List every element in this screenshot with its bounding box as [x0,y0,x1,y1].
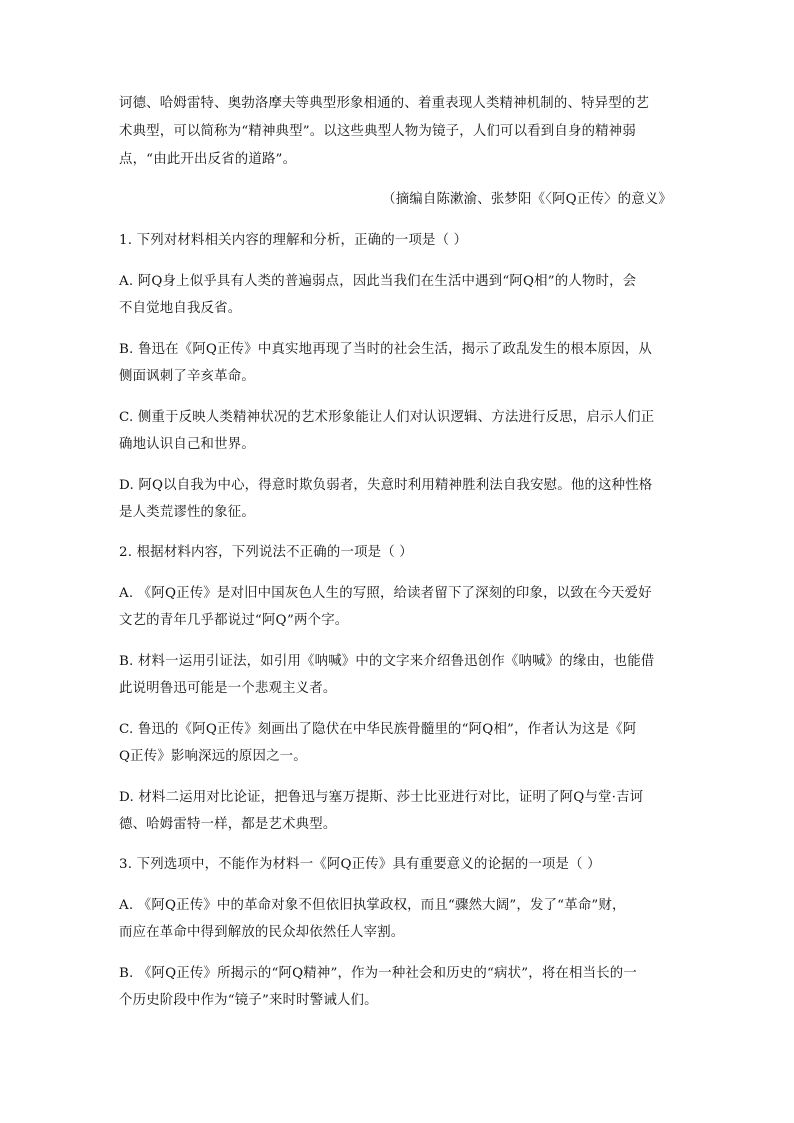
question-2-stem: 2. 根据材料内容，下列说法不正确的一项是（ ） [119,545,413,560]
intro-line-3: 点，“由此开出反省的道路”。 [119,152,297,167]
q1-option-b-line-1: B. 鲁迅在《阿Q正传》中真实地再现了当时的社会生活，揭示了政乱发生的根本原因，从 [119,342,652,357]
q2-option-b-line-1: B. 材料一运用引证法，如引用《呐喊》中的文字来介绍鲁迅创作《呐喊》的缘由，也能借 [119,654,655,669]
question-1-stem: 1. 下列对材料相关内容的理解和分析，正确的一项是（ ） [119,233,468,248]
question-3-stem: 3. 下列选项中，不能作为材料一《阿Q正传》具有重要意义的论据的一项是（ ） [119,857,601,872]
q3-option-b-line-2: 个历史阶段中作为“镜子”来时时警诫人们。 [119,993,378,1008]
q2-option-d-line-1: D. 材料二运用对比论证，把鲁迅与塞万提斯、莎士比亚进行对比，证明了阿Q与堂·吉诃 [119,790,644,805]
q1-option-c-line-2: 确地认识自己和世界。 [119,437,255,452]
q3-option-b-line-1: B. 《阿Q正传》所揭示的“阿Q精神”，作为一种社会和历史的“病状”，将在相当长的一 [119,966,637,981]
q1-option-d-line-2: 是人类荒谬性的象征。 [119,505,255,520]
q1-option-b-line-2: 侧面讽刺了辛亥革命。 [119,369,255,384]
q2-option-b-line-2: 此说明鲁迅可能是一个悲观主义者。 [119,681,337,696]
source-citation: （摘编自陈漱渝、张梦阳《〈阿Q正传〉的意义》 [382,192,672,207]
intro-line-2: 术典型，可以简称为“精神典型”。以这些典型人物为镜子，人们可以看到自身的精神弱 [119,124,636,139]
q2-option-a-line-1: A. 《阿Q正传》是对旧中国灰色人生的写照，给读者留下了深刻的印象，以致在今天爱好 [119,586,652,601]
intro-line-1: 诃德、哈姆雷特、奥勃洛摩夫等典型形象相通的、着重表现人类精神机制的、特异型的艺 [119,96,650,111]
q1-option-a-line-1: A. 阿Q身上似乎具有人类的普遍弱点，因此当我们在生活中遇到“阿Q相”的人物时，会 [119,274,637,289]
q1-option-a-line-2: 不自觉地自我反省。 [119,301,242,316]
q2-option-c-line-1: C. 鲁迅的《阿Q正传》刻画出了隐伏在中华民族骨髓里的“阿Q相”，作者认为这是《阿 [119,722,637,737]
q2-option-c-line-2: Q正传》影响深远的原因之一。 [119,749,307,764]
q1-option-c-line-1: C. 侧重于反映人类精神状况的艺术形象能让人们对认识逻辑、方法进行反思，启示人们正 [119,410,655,425]
q3-option-a-line-2: 而应在革命中得到解放的民众却依然任人宰割。 [119,925,405,940]
q1-option-d-line-1: D. 阿Q以自我为中心，得意时欺负弱者，失意时利用精神胜利法自我安慰。他的这种性格 [119,478,653,493]
q2-option-a-line-2: 文艺的青年几乎都说过“阿Q”两个字。 [119,613,349,628]
q2-option-d-line-2: 德、哈姆雷特一样，都是艺术典型。 [119,817,337,832]
q3-option-a-line-1: A. 《阿Q正传》中的革命对象不但依旧执掌政权，而且“骤然大阔”，发了“革命”财， [119,898,626,913]
